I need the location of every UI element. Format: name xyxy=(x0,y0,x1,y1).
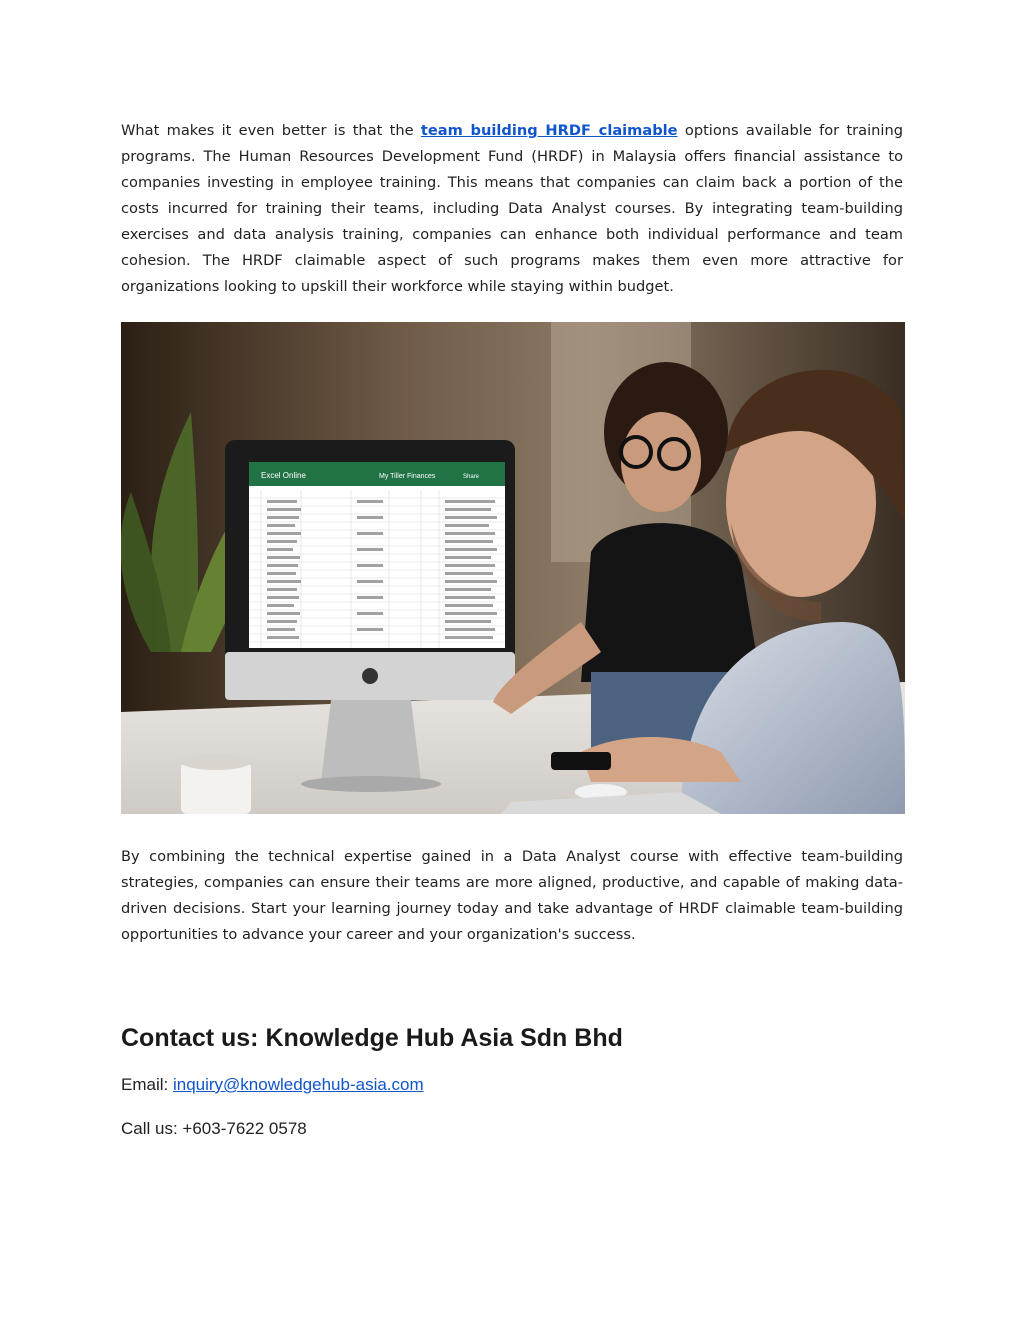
phone-line: Call us: +603-7622 0578 xyxy=(121,1119,307,1138)
closing-paragraph: By combining the technical expertise gained in a Data Analyst course with effective team-building strategies, companies can ensure their teams are more aligned, productive, and capable of making data-driven decisions. Start your learning journey today and take advantage of HRDF claimable team-building opportunities to advance your career and your organization's success. xyxy=(121,848,903,943)
email-label: Email: xyxy=(121,1075,173,1094)
screen-share-button: Share xyxy=(463,474,480,480)
office-photo-illustration xyxy=(121,322,905,814)
intro-text-end: options available for training programs. The Human Resources Development Fund (HRDF) in Malaysia offers financial assistance to companies investing in employee training. This means that companies can claim back a portion of the costs incurred for training their teams, including Data Analyst courses. By integrating team-building exercises and data analysis training, companies can enhance both individual performance and team cohesion. The HRDF claimable aspect of such programs makes them even more attractive for organizations looking to upskill their workforce while staying within budget. xyxy=(121,122,903,295)
email-line xyxy=(121,1075,903,1095)
contact-heading: Contact us: Knowledge Hub Asia Sdn Bhd xyxy=(121,1024,623,1052)
office-photo xyxy=(121,322,905,814)
screen-file-title: My Tiller Finances xyxy=(379,473,436,480)
smartphone xyxy=(551,752,611,770)
intro-paragraph xyxy=(121,118,903,300)
intro-text-start: What makes it even better is that the xyxy=(121,122,421,139)
email-link[interactable]: inquiry@knowledgehub-asia.com xyxy=(172,1075,424,1094)
screen-app-title: Excel Online xyxy=(261,471,306,480)
hrdf-claimable-link[interactable]: team building HRDF claimable xyxy=(420,122,678,139)
coffee-mug xyxy=(181,754,251,814)
document-page xyxy=(121,118,903,1139)
